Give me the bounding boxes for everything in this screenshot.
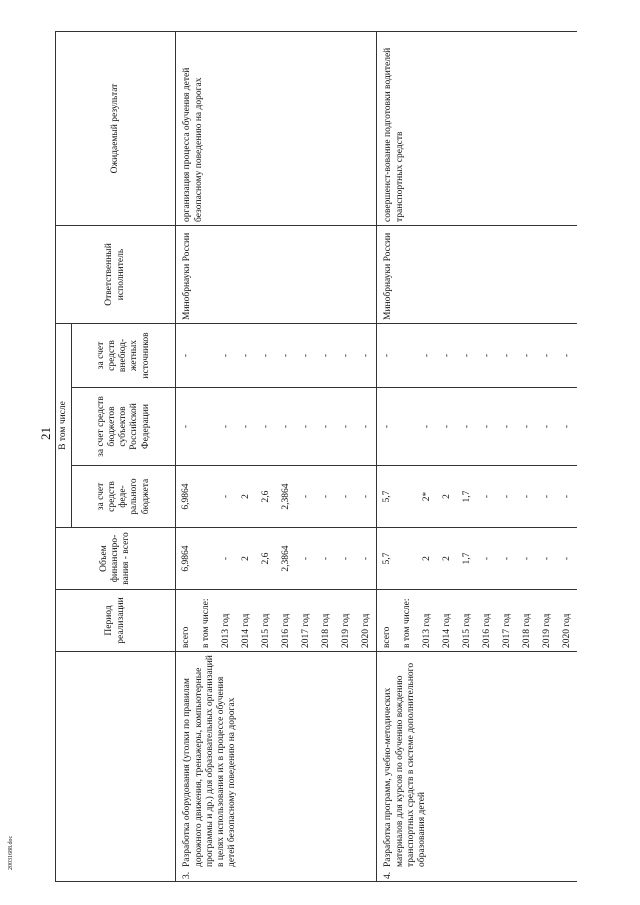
total-value: 5,7 [382,552,393,565]
total-value [196,531,216,586]
period: 2014 год [241,613,252,648]
federal-value: - [562,494,573,499]
total-value: 2,6 [261,552,272,565]
period: 2016 год [482,613,493,648]
federal-cell [377,466,578,528]
period: 2018 год [321,613,332,648]
period: 2017 год [502,613,513,648]
page-number: 21 [38,427,53,440]
regional-value: - [221,424,232,429]
extra-value: - [281,353,292,358]
federal-value: 2 [241,494,252,499]
extra-value: - [321,353,332,358]
regional-value: - [382,424,393,429]
regional-value: - [562,424,573,429]
extra-value: - [382,353,393,358]
total-value: - [502,556,513,561]
event-cell [377,652,578,882]
period-cell [377,590,578,652]
period: 2020 год [562,613,573,648]
federal-value: 2 [442,494,453,499]
regional-value: - [361,424,372,429]
table-row [176,32,377,882]
regional-value: - [241,424,252,429]
total-cell [176,528,377,590]
extra-value [196,327,216,384]
header-result: Ожидаемый результат [56,32,176,226]
regional-value: - [502,424,513,429]
header-period: Период реализации [56,590,176,652]
extra-cell [176,324,377,388]
event-name: Разработка оборудования (уголки по правилам дорожного движения, тренажеры, компьютерные программы и др.) для образовательных организаций в целях использования их в процессе обучения детей безопасному поведению на дорогах [182,655,238,867]
period: 2013 год [422,613,433,648]
extra-value: - [261,353,272,358]
period: всего [181,626,192,648]
regional-value: - [261,424,272,429]
federal-value: 2,3864 [281,483,292,510]
row-number: 4. [383,871,394,879]
result-cell [377,32,578,226]
total-value: - [482,556,493,561]
extra-value: - [361,353,372,358]
result: организация процесса обучения детей безопасному поведению на дорогах [182,67,204,222]
regional-value: - [321,424,332,429]
total-value: 6,9864 [181,545,192,572]
header-total: Объем финансиро-вания - всего [56,528,176,590]
period: 2019 год [341,613,352,648]
extra-value: - [301,353,312,358]
total-cell [377,528,578,590]
header-including: В том числе [56,324,72,528]
event-name: Разработка программ, учебно-методических материалов для курсов по обучению вождению транспортных средств в системе дополнительного образования детей [383,662,428,867]
federal-value [196,469,216,524]
regional-value [196,391,216,462]
header-executor: Ответственный исполнитель [56,226,176,324]
total-value: - [562,556,573,561]
header-extra: за счет средств внебюд-жетных источников [72,324,176,388]
extra-value [397,327,417,384]
extra-value: - [422,353,433,358]
regional-value: - [181,424,192,429]
federal-value: 1,7 [462,490,473,503]
executor: Минобрнауки России [182,232,193,320]
period: в том числе: [402,598,413,648]
extra-value: - [181,353,192,358]
extra-cell [377,324,578,388]
period: всего [382,626,393,648]
total-value: 1,7 [462,552,473,565]
result: совершенст-вование подготовки водителей транспортных средств [383,47,405,222]
federal-value: 5,7 [382,490,393,503]
federal-cell [176,466,377,528]
period: в том числе: [201,598,212,648]
federal-value [397,469,417,524]
federal-value: - [221,494,232,499]
period: 2015 год [462,613,473,648]
federal-value: - [542,494,553,499]
period: 2015 год [261,613,272,648]
total-value: - [361,556,372,561]
extra-value: - [502,353,513,358]
federal-value: - [482,494,493,499]
header-federal: за счет средств феде-рального бюджета [72,466,176,528]
regional-value: - [301,424,312,429]
extra-value: - [442,353,453,358]
header-event [56,652,176,882]
total-value [397,531,417,586]
result-cell [176,32,377,226]
program-table [55,31,577,882]
federal-value: - [321,494,332,499]
period: 2020 год [361,613,372,648]
extra-value: - [341,353,352,358]
total-value: 2 [241,556,252,561]
total-value: - [522,556,533,561]
regional-cell [176,388,377,466]
regional-value: - [341,424,352,429]
event-cell [176,652,377,882]
federal-value: 6,9864 [181,483,192,510]
extra-value: - [221,353,232,358]
period: 2014 год [442,613,453,648]
executor: Минобрнауки России [383,232,394,320]
extra-value: - [482,353,493,358]
regional-value: - [281,424,292,429]
period: 2019 год [542,613,553,648]
rotated-table-wrapper [55,32,595,882]
total-value: - [542,556,553,561]
table-row [377,32,578,882]
federal-value: 2,6 [261,490,272,503]
executor-cell [176,226,377,324]
regional-value: - [462,424,473,429]
period: 2018 год [522,613,533,648]
total-value: - [341,556,352,561]
total-value: - [321,556,332,561]
executor-cell [377,226,578,324]
regional-value: - [482,424,493,429]
regional-cell [377,388,578,466]
extra-value: - [241,353,252,358]
regional-value: - [442,424,453,429]
extra-value: - [562,353,573,358]
federal-value: - [502,494,513,499]
regional-value [397,391,417,462]
federal-value: - [522,494,533,499]
regional-value: - [522,424,533,429]
period: 2013 год [221,613,232,648]
regional-value: - [422,424,433,429]
total-value: - [301,556,312,561]
federal-value: - [301,494,312,499]
federal-value: - [341,494,352,499]
extra-value: - [462,353,473,358]
total-value: - [221,556,232,561]
extra-value: - [522,353,533,358]
period: 2016 год [281,613,292,648]
total-value: 2 [422,556,433,561]
federal-value: 2* [422,491,433,502]
federal-value: - [361,494,372,499]
header-regional: за счет средств бюджетов субъектов Российской Федерации [72,388,176,466]
total-value: 2 [442,556,453,561]
period-cell [176,590,377,652]
total-value: 2,3864 [281,545,292,572]
period: 2017 год [301,613,312,648]
regional-value: - [542,424,553,429]
row-number: 3. [182,871,193,879]
footer-filename: 20031688.doc [8,835,14,870]
extra-value: - [542,353,553,358]
